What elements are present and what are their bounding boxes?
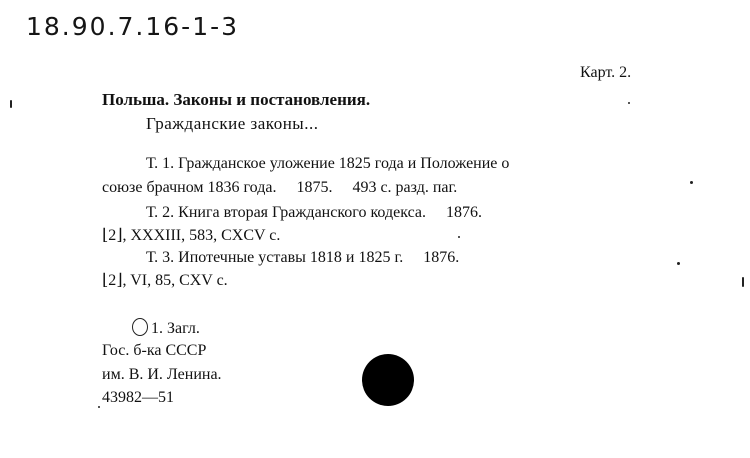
title-reference bbox=[132, 318, 200, 337]
catalog-subheading: Гражданские законы... bbox=[146, 114, 319, 133]
speck bbox=[677, 262, 680, 265]
circle-mark-icon bbox=[132, 318, 148, 336]
library-name-line-1: Гос. б-ка СССР bbox=[102, 342, 207, 359]
title-reference-label: Загл. bbox=[167, 320, 200, 337]
volume-3-line-1: Т. 3. Ипотечные уставы 1818 и 1825 г. 1876. bbox=[146, 249, 460, 266]
volume-1-line-2: союзе брачном 1836 года. 1875. 493 с. разд. паг. bbox=[102, 179, 458, 196]
punch-hole bbox=[362, 354, 414, 406]
inventory-number: 43982—51 bbox=[102, 389, 174, 406]
speck bbox=[458, 236, 460, 238]
speck bbox=[690, 181, 693, 184]
card-number: Карт. 2. bbox=[580, 64, 632, 81]
speck bbox=[628, 102, 630, 104]
speck bbox=[98, 406, 100, 408]
volume-3-line-2: ⌊2⌋, VI, 85, CXV с. bbox=[102, 272, 228, 289]
volume-1-line-1: Т. 1. Гражданское уложение 1825 года и Положение о bbox=[146, 155, 510, 172]
title-reference-marker: 1. bbox=[151, 320, 163, 337]
speck bbox=[742, 277, 744, 287]
catalog-heading: Польша. Законы и постановления. bbox=[102, 90, 371, 109]
volume-2-line-1: Т. 2. Книга вторая Гражданского кодекса. 1876. bbox=[146, 204, 482, 221]
speck bbox=[10, 100, 12, 108]
library-name-line-2: им. В. И. Ленина. bbox=[102, 366, 222, 383]
call-number: 18.90.7.16-1-3 bbox=[26, 12, 240, 41]
volume-2-line-2: ⌊2⌋, XXXIII, 583, CXCV с. bbox=[102, 227, 281, 244]
